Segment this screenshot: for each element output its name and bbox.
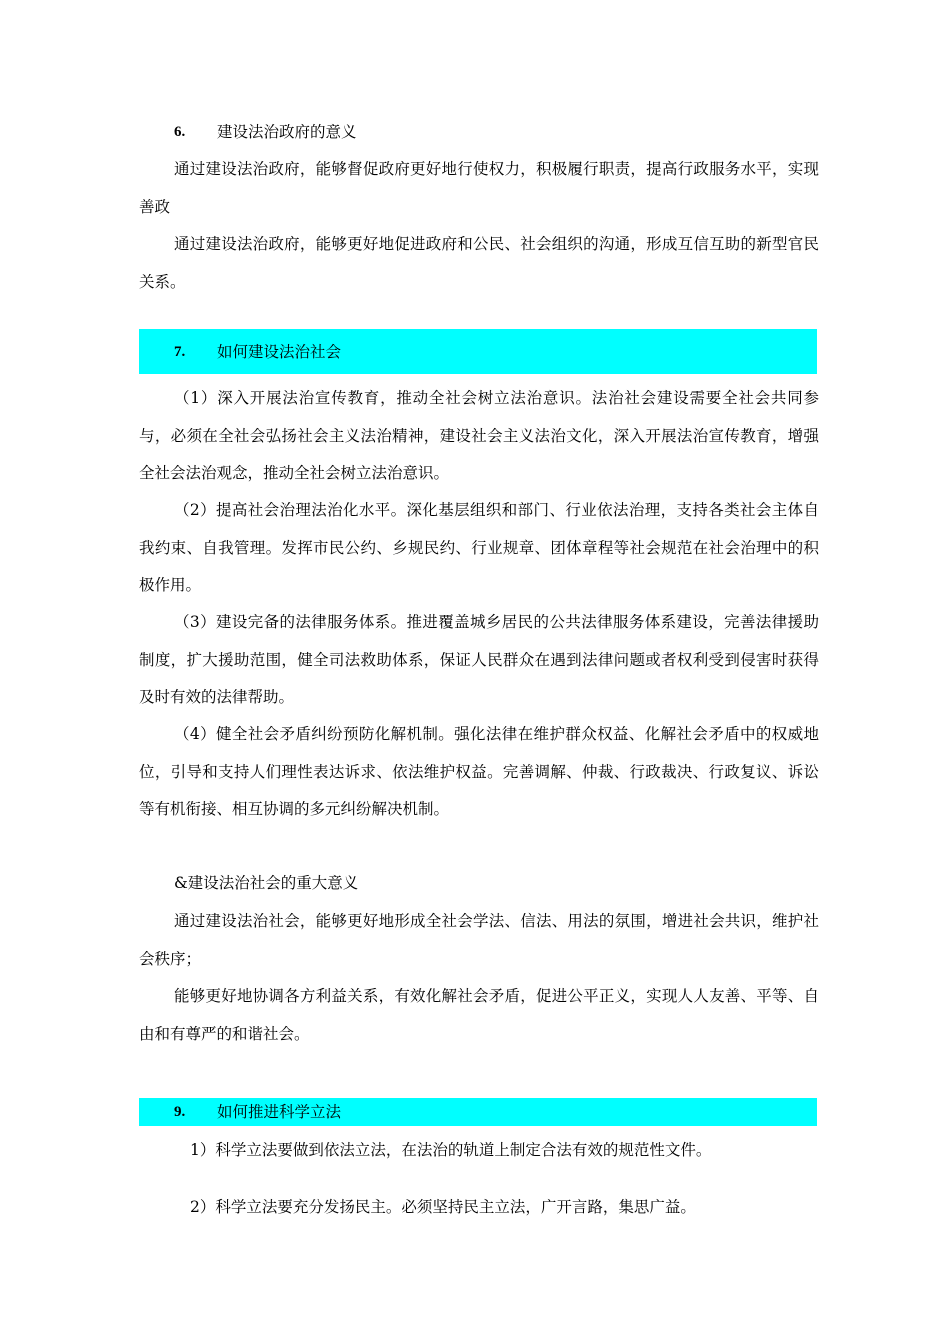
section-6-paragraph-1: 通过建设法治政府，能够督促政府更好地行使权力，积极履行职责，提高行政服务水平，实现善政 (139, 160, 819, 216)
section-8-paragraph-1: 通过建设法治社会，能够更好地形成全社会学法、信法、用法的氛围，增进社会共识，维护社会秩序； (139, 912, 819, 968)
section-7-paragraph-4: （4）健全社会矛盾纠纷预防化解机制。强化法律在维护群众权益、化解社会矛盾中的权威地位，引导和支持人们理性表达诉求、依法维护权益。完善调解、仲裁、行政裁决、行政复议、诉讼等有机衔接、相互协调的多元纠纷解决机制。 (139, 725, 819, 818)
section-7-paragraph-1: （1）深入开展法治宣传教育，推动全社会树立法治意识。法治社会建设需要全社会共同参与，必须在全社会弘扬社会主义法治精神，建设社会主义法治文化，深入开展法治宣传教育，增强全社会法治观念，推动全社会树立法治意识。 (139, 389, 819, 482)
section-8-heading: &建设法治社会的重大意义 (174, 874, 359, 892)
section-6-title: 建设法治政府的意义 (217, 123, 357, 141)
section-9-heading (139, 1098, 817, 1126)
section-6-number: 6. (174, 124, 186, 140)
section-9-number: 9. (174, 1104, 186, 1120)
section-9-title: 如何推进科学立法 (217, 1103, 342, 1121)
section-8-paragraph-2: 能够更好地协调各方利益关系，有效化解社会矛盾，促进公平正义，实现人人友善、平等、自由和有尊严的和谐社会。 (139, 987, 819, 1043)
section-9-item-1: 1）科学立法要做到依法立法，在法治的轨道上制定合法有效的规范性文件。 (190, 1141, 712, 1159)
section-6-heading (139, 121, 817, 143)
section-7-title: 如何建设法治社会 (217, 342, 342, 361)
section-7-number: 7. (174, 343, 186, 360)
section-7-paragraph-3: （3）建设完备的法律服务体系。推进覆盖城乡居民的公共法律服务体系建设，完善法律援助制度，扩大援助范围，健全司法救助体系，保证人民群众在遇到法律问题或者权利受到侵害时获得及时有效的法律帮助。 (139, 613, 819, 706)
section-7-heading (139, 329, 817, 374)
section-9-item-2: 2）科学立法要充分发扬民主。必须坚持民主立法，广开言路，集思广益。 (190, 1198, 696, 1216)
section-6-paragraph-2: 通过建设法治政府，能够更好地促进政府和公民、社会组织的沟通，形成互信互助的新型官民关系。 (139, 235, 819, 291)
section-7-paragraph-2: （2）提高社会治理法治化水平。深化基层组织和部门、行业依法治理，支持各类社会主体自我约束、自我管理。发挥市民公约、乡规民约、行业规章、团体章程等社会规范在社会治理中的积极作用。 (139, 501, 819, 594)
